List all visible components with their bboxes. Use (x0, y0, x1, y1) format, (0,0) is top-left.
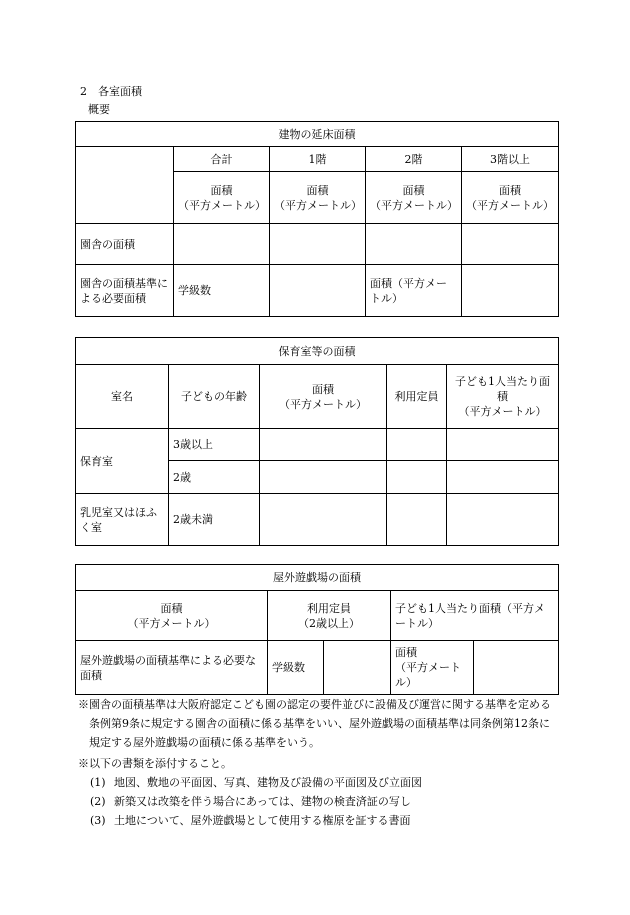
outdoor-playground-title: 屋外遊戯場の面積 (76, 565, 559, 591)
unit-cell: 面積 （平方メートル） (462, 172, 559, 224)
attachment-text: 新築又は改築を伴う場合にあっては、建物の検査済証の写し (114, 795, 411, 808)
room-infant: 乳児室又はほふく室 (76, 494, 169, 546)
input-cell[interactable] (447, 461, 559, 494)
class-count-cell[interactable]: 学級数 (174, 265, 270, 317)
section-subheading: 概要 (88, 103, 110, 116)
required-area-cell[interactable]: 面積（平方メートル） (366, 265, 462, 317)
header-capacity: 利用定員 (387, 365, 447, 429)
attachment-number: (3) (90, 814, 106, 827)
nursery-room-title: 保育室等の面積 (76, 338, 559, 365)
input-cell[interactable] (474, 641, 559, 695)
note-attachments: ※以下の書類を添付すること。 (78, 757, 232, 770)
header-capacity: 利用定員 （2歳以上） (268, 591, 391, 641)
input-cell[interactable] (387, 461, 447, 494)
age-2: 2歳 (169, 461, 260, 494)
header-area-per-child: 子ども1人当たり面積 （平方メートル） (447, 365, 559, 429)
input-cell[interactable] (366, 224, 462, 265)
col-floor2: 2階 (366, 147, 462, 172)
input-cell[interactable] (387, 429, 447, 461)
col-total: 合計 (174, 147, 270, 172)
outdoor-playground-table (75, 564, 559, 695)
input-cell[interactable] (462, 265, 559, 317)
input-cell[interactable] (324, 641, 391, 695)
input-cell[interactable] (270, 224, 366, 265)
input-cell[interactable] (260, 461, 387, 494)
attachment-item (90, 792, 411, 811)
unit-cell: 面積 （平方メートル） (270, 172, 366, 224)
age-3-and-over: 3歳以上 (169, 429, 260, 461)
header-area-per-child: 子ども1人当たり面積（平方メートル） (391, 591, 559, 641)
nursery-room-table (75, 337, 559, 546)
input-cell[interactable] (270, 265, 366, 317)
input-cell[interactable] (260, 494, 387, 546)
attachment-text: 地図、敷地の平面図、写真、建物及び設備の平面図及び立面図 (114, 776, 422, 789)
row-required-outdoor-area: 屋外遊戯場の面積基準による必要な面積 (76, 641, 268, 695)
header-area: 面積 （平方メートル） (260, 365, 387, 429)
attachment-number: (2) (90, 795, 106, 808)
attachment-text: 土地について、屋外遊戯場として使用する権原を証する書面 (114, 814, 411, 827)
col-floor1: 1階 (270, 147, 366, 172)
input-cell[interactable] (447, 429, 559, 461)
input-cell[interactable] (447, 494, 559, 546)
unit-cell: 面積 （平方メートル） (366, 172, 462, 224)
unit-cell: 面積 （平方メートル） (174, 172, 270, 224)
attachment-number: (1) (90, 776, 106, 789)
section-heading: 2 各室面積 (80, 85, 142, 98)
blank-cell (76, 147, 174, 224)
input-cell[interactable] (260, 429, 387, 461)
header-child-age: 子どもの年齢 (169, 365, 260, 429)
attachment-item (90, 811, 411, 830)
row-required-area: 園舎の面積基準による必要面積 (76, 265, 174, 317)
col-floor3plus: 3階以上 (462, 147, 559, 172)
input-cell[interactable] (462, 224, 559, 265)
note-area-standard: ※園舎の面積基準は大阪府認定こども園の認定の要件並びに設備及び運営に関する基準を定める条例第9条に規定する園舎の面積に係る基準をいい、屋外遊戯場の面積基準は同条例第12条に規定する屋外遊戯場の面積に係る基準をいう。 (78, 698, 551, 749)
attachment-item (90, 773, 422, 792)
class-count-cell[interactable]: 学級数 (268, 641, 324, 695)
row-building-area: 園舎の面積 (76, 224, 174, 265)
input-cell[interactable] (387, 494, 447, 546)
room-nursery: 保育室 (76, 429, 169, 494)
input-cell[interactable] (174, 224, 270, 265)
floor-area-title: 建物の延床面積 (76, 122, 559, 147)
required-area-cell[interactable]: 面積 （平方メートル） (391, 641, 474, 695)
age-under-2: 2歳未満 (169, 494, 260, 546)
header-room-name: 室名 (76, 365, 169, 429)
floor-area-table (75, 121, 559, 317)
header-area: 面積 （平方メートル） (76, 591, 268, 641)
